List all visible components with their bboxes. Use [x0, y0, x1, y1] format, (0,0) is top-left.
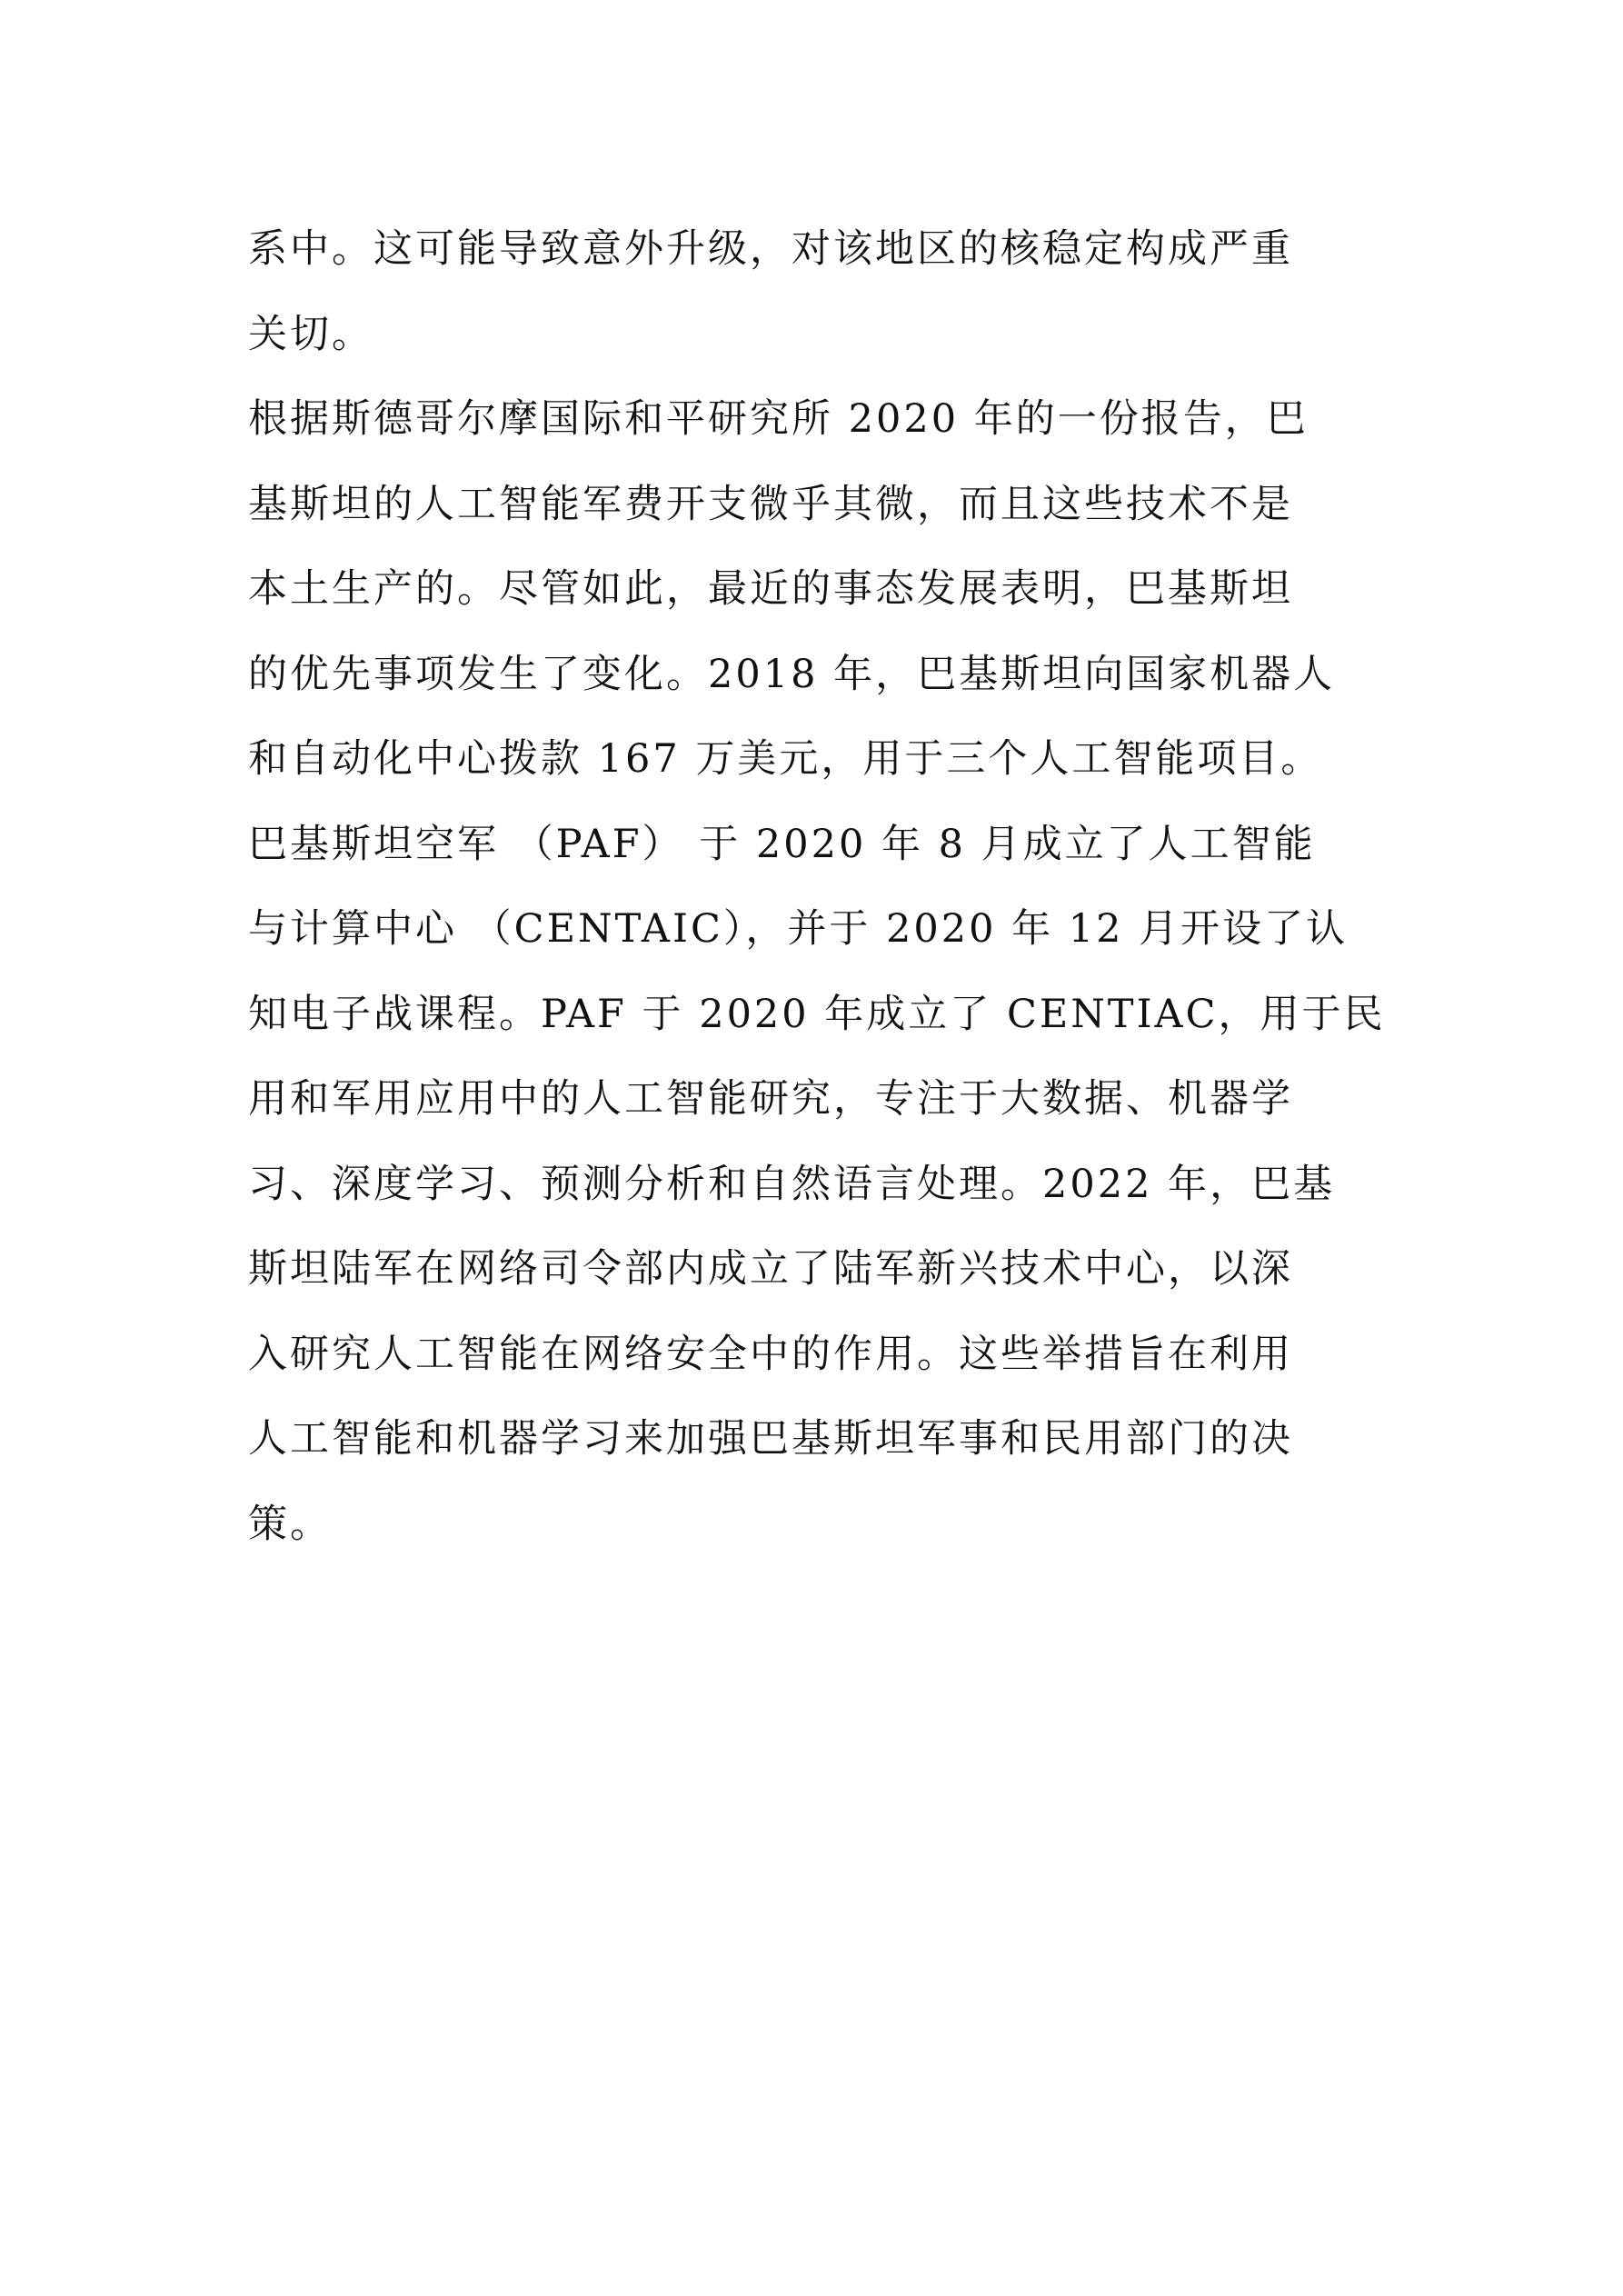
text-line: 关切。: [248, 311, 373, 357]
paragraph: [248, 377, 1386, 1567]
text-line: 知电子战课程。PAF 于 2020 年成立了 CENTIAC，用于民: [248, 991, 1386, 1037]
text-line: 与计算中心 （CENTAIC），并于 2020 年 12 月开设了认: [248, 906, 1349, 952]
paragraph: [248, 207, 1375, 377]
text-line: 策。: [248, 1501, 332, 1547]
text-line: 用和军用应用中的人工智能研究，专注于大数据、机器学: [248, 1076, 1293, 1122]
text-line: 和自动化中心拨款 167 万美元，用于三个人工智能项目。: [248, 736, 1323, 782]
text-line: 习、深度学习、预测分析和自然语言处理。2022 年，巴基: [248, 1161, 1336, 1207]
text-line: 斯坦陆军在网络司令部内成立了陆军新兴技术中心，以深: [248, 1246, 1293, 1292]
text-line: 系中。这可能导致意外升级，对该地区的核稳定构成严重: [248, 226, 1293, 272]
text-line: 的优先事项发生了变化。2018 年，巴基斯坦向国家机器人: [248, 651, 1336, 697]
text-line: 本土生产的。尽管如此，最近的事态发展表明，巴基斯坦: [248, 566, 1293, 612]
text-line: 根据斯德哥尔摩国际和平研究所 2020 年的一份报告，巴: [248, 396, 1309, 442]
text-line: 入研究人工智能在网络安全中的作用。这些举措旨在利用: [248, 1331, 1293, 1377]
text-line: 人工智能和机器学习来加强巴基斯坦军事和民用部门的决: [248, 1416, 1293, 1462]
text-line: 基斯坦的人工智能军费开支微乎其微，而且这些技术不是: [248, 481, 1293, 527]
text-line: 巴基斯坦空军 （PAF） 于 2020 年 8 月成立了人工智能: [248, 821, 1316, 867]
body-text: [248, 207, 1386, 1567]
